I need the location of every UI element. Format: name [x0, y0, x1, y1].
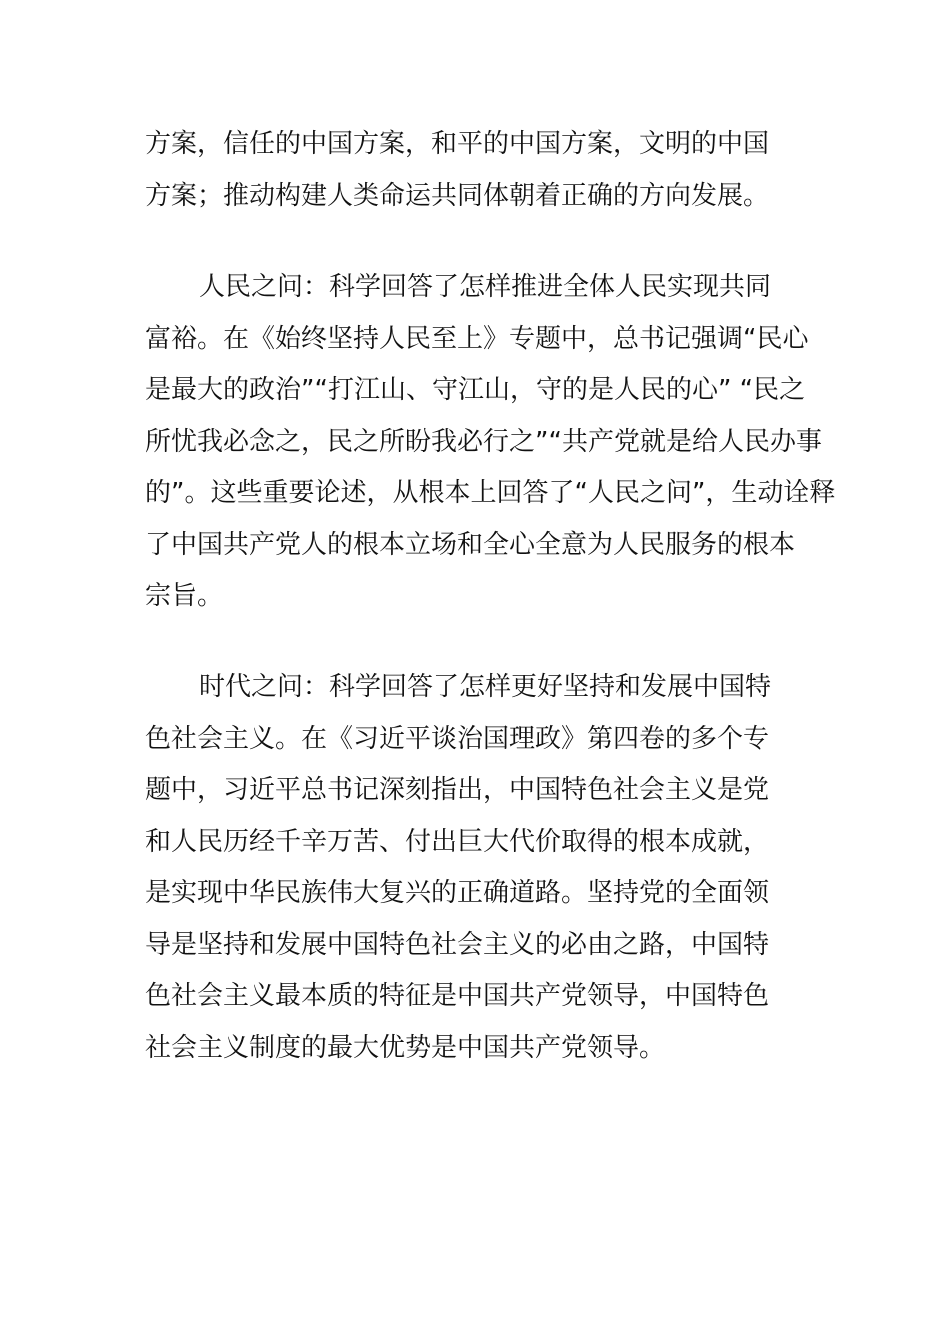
text-line: 方案，信任的中国方案，和平的中国方案，文明的中国 — [145, 129, 770, 159]
text-line: 题中，习近平总书记深刻指出，中国特色社会主义是党 — [145, 775, 770, 805]
text-line: 了中国共产党人的根本立场和全心全意为人民服务的根本 — [145, 529, 796, 560]
text-line: 和人民历经千辛万苦、付出巨大代价取得的根本成就， — [145, 826, 770, 857]
text-line: 方案；推动构建人类命运共同体朝着正确的方向发展。 — [145, 180, 770, 211]
text-line: 是实现中华民族伟大复兴的正确道路。坚持党的全面领 — [145, 878, 770, 908]
text-line: 导是坚持和发展中国特色社会主义的必由之路，中国特 — [145, 929, 770, 960]
text-line: 色社会主义。在《习近平谈治国理政》第四卷的多个专 — [145, 723, 770, 754]
text-line: 人民之问：科学回答了怎样推进全体人民实现共同 — [199, 272, 772, 302]
text-line: 宗旨。 — [145, 581, 224, 611]
text-line: 社会主义制度的最大优势是中国共产党领导。 — [145, 1032, 666, 1063]
paragraph-era-question — [145, 662, 825, 1074]
text-line: 的”。这些重要论述，从根本上回答了“人民之问”，生动诠释 — [145, 478, 836, 508]
paragraph-continuation — [145, 119, 825, 222]
paragraph-people-question — [145, 262, 836, 623]
text-line: 时代之问：科学回答了怎样更好坚持和发展中国特 — [199, 672, 772, 702]
text-line: 所忧我必念之，民之所盼我必行之”“共产党就是给人民办事 — [145, 426, 822, 457]
text-line: 是最大的政治”“打江山、守江山，守的是人民的心” “民之 — [145, 375, 806, 405]
text-line: 富裕。在《始终坚持人民至上》专题中，总书记强调“民心 — [145, 323, 809, 354]
text-line: 色社会主义最本质的特征是中国共产党领导，中国特色 — [145, 981, 770, 1011]
